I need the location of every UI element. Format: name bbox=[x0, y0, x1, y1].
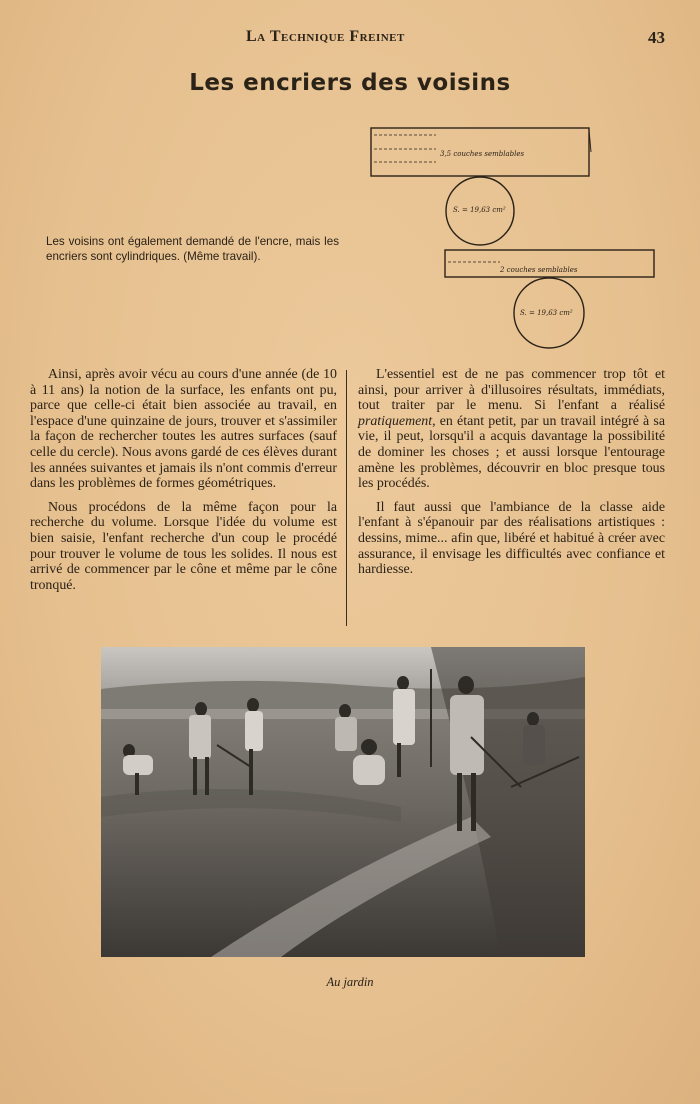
inkwell-diagram bbox=[360, 122, 670, 354]
column-divider bbox=[346, 370, 347, 626]
paragraph bbox=[358, 367, 665, 492]
garden-photo bbox=[101, 647, 585, 957]
photo-caption: Au jardin bbox=[326, 975, 374, 989]
right-column bbox=[358, 367, 665, 586]
paragraph: Nous procédons de la même façon pour la recherche du volume. Lorsque l'idée du volume est bien saisie, l'enfant recherche d'un coup le procédé pour trouver le volume de tous les solides. Il nous est arrivé de commencer par le cône et même par le cône tronqué. bbox=[30, 499, 337, 593]
running-header bbox=[0, 28, 700, 50]
top-rect-label: 3,5 couches semblables bbox=[440, 150, 525, 158]
page-number: 43 bbox=[648, 28, 665, 47]
emphasis: pratiquement bbox=[358, 413, 433, 429]
running-title: La Technique Freinet bbox=[246, 28, 405, 45]
left-column bbox=[30, 367, 337, 601]
paragraph: Ainsi, après avoir vécu au cours d'une année (de 10 à 11 ans) la notion de la surface, les enfants ont pu, parce que celle-ci était bien associée au travail, en l'espace d'une quinzaine de jours, trouver et s'assimiler la façon de rechercher toutes les autres surfaces (sauf celle du cercle). Nous avons gardé de ces élèves durant les années suivantes et jamais ils n'ont commis d'erreur dans les problèmes de formes géométriques. bbox=[30, 367, 337, 492]
paragraph: Il faut aussi que l'ambiance de la classe aide l'enfant à s'épanouir par des réalisations artistiques : dessins, mime... afin que, libéré et habitué à créer avec assurance, il envisage les difficultés avec confiance et hardiesse. bbox=[358, 499, 665, 578]
bottom-circle-label: S. = 19,63 cm² bbox=[520, 309, 573, 317]
bottom-rect-label: 2 couches semblables bbox=[500, 266, 578, 274]
text-span: L'essentiel est de ne pas commencer trop tôt et ainsi, pour arriver à d'illusoires résultats, immédiats, tout traiter par le menu. Si l'enfant a réalisé bbox=[358, 367, 665, 414]
side-note: Les voisins ont également demandé de l'encre, mais les encriers sont cylindriques. (Même travail). bbox=[46, 235, 339, 263]
top-circle-label: S. = 19,63 cm² bbox=[453, 206, 506, 214]
article-title: Les encriers des voisins bbox=[189, 70, 511, 96]
text-span: , en étant petit, par un travail intégré à sa vie, il peut, lorsqu'il a acquis davantage la possibilité de dominer les choses ; et aussi lorsque l'entourage amène les problèmes, découvrir en bloc presque tous les procédés. bbox=[358, 413, 665, 492]
